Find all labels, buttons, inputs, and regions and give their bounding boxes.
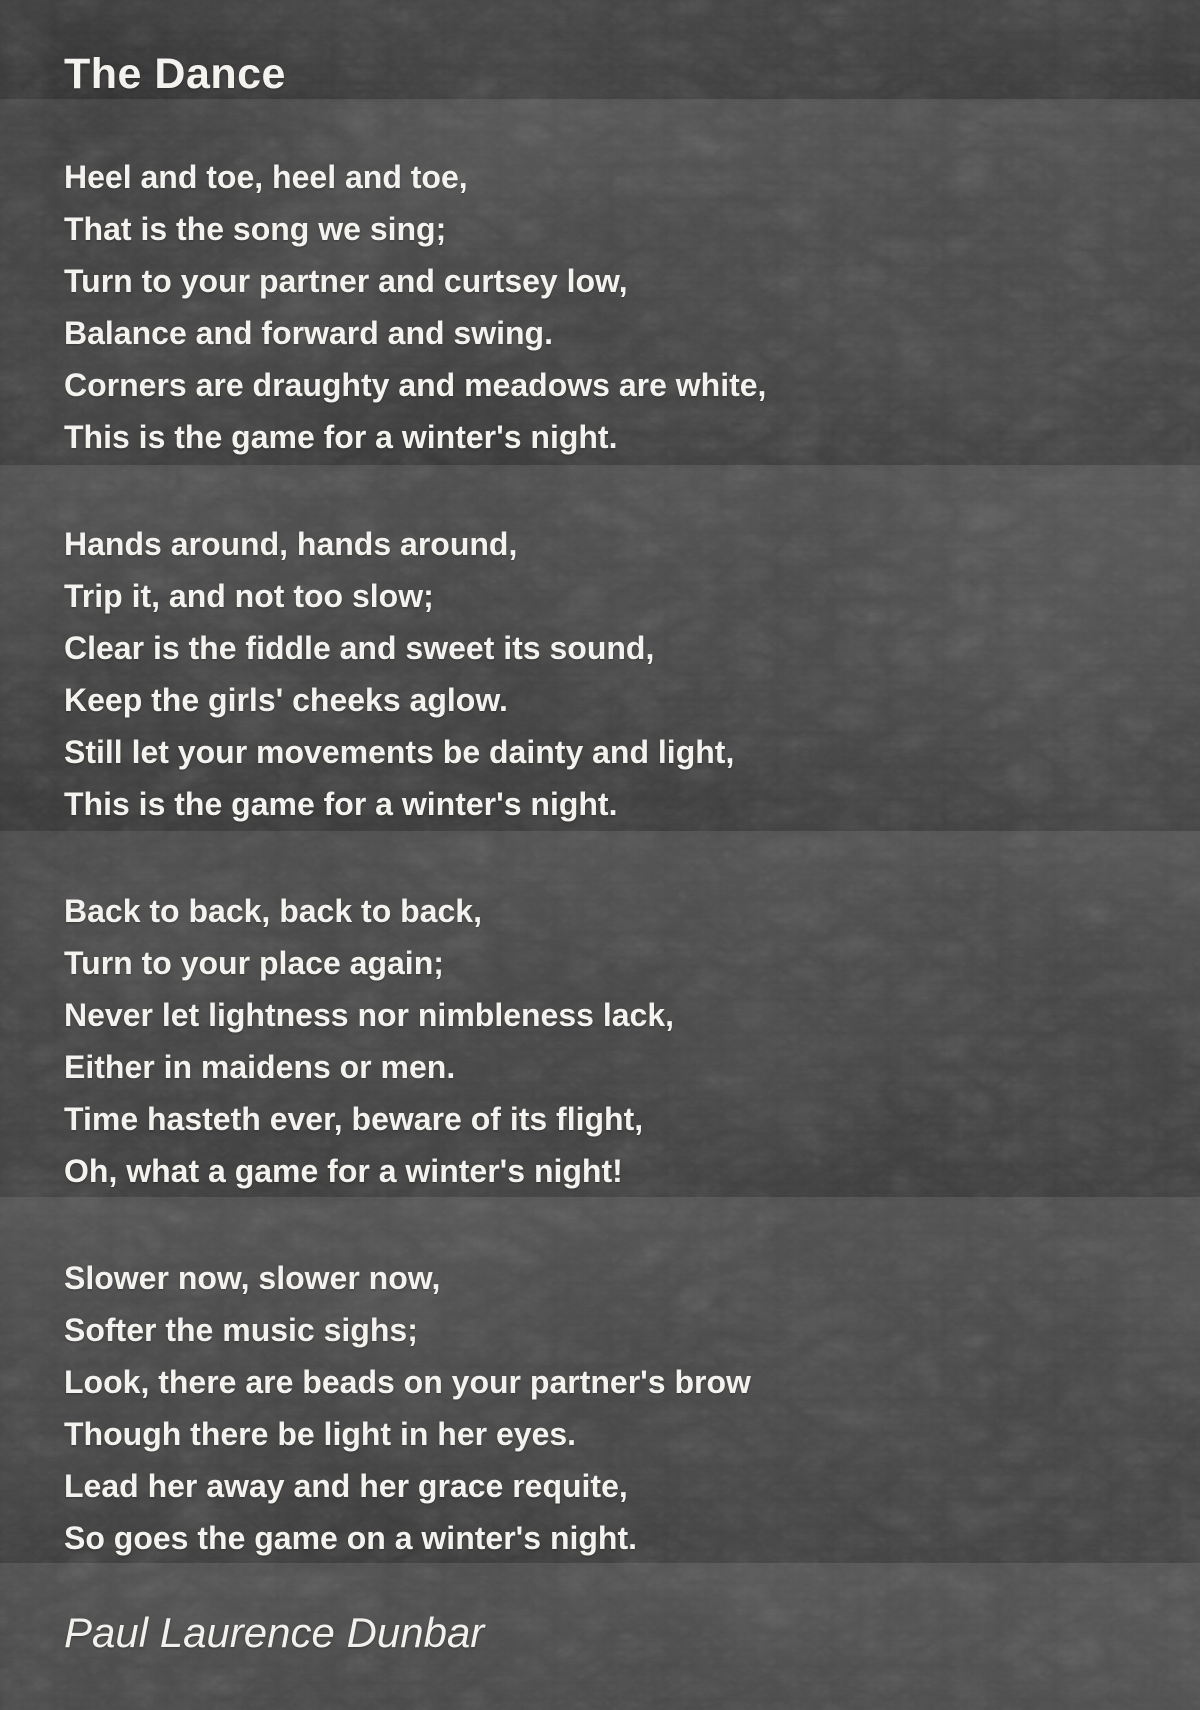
poem-line: Trip it, and not too slow; bbox=[64, 578, 434, 614]
poem-line: Heel and toe, heel and toe, bbox=[64, 159, 468, 195]
poem-line: Oh, what a game for a winter's night! bbox=[64, 1153, 623, 1189]
poem-line: This is the game for a winter's night. bbox=[64, 419, 618, 455]
poem-body bbox=[64, 151, 1160, 1564]
poem-line: Never let lightness nor nimbleness lack, bbox=[64, 997, 674, 1033]
poem-line: Time hasteth ever, beware of its flight, bbox=[64, 1101, 644, 1137]
poem-line: This is the game for a winter's night. bbox=[64, 786, 618, 822]
stanza bbox=[64, 1252, 1160, 1564]
poem-line: Turn to your place again; bbox=[64, 945, 444, 981]
poem-line: Clear is the fiddle and sweet its sound, bbox=[64, 630, 655, 666]
poem-line: Still let your movements be dainty and light, bbox=[64, 734, 735, 770]
poem-line: Softer the music sighs; bbox=[64, 1312, 418, 1348]
poem-line: Either in maidens or men. bbox=[64, 1049, 456, 1085]
poem-line: Back to back, back to back, bbox=[64, 893, 482, 929]
poem-line: Corners are draughty and meadows are white, bbox=[64, 367, 767, 403]
poem-line: Lead her away and her grace requite, bbox=[64, 1468, 628, 1504]
poem-line: Keep the girls' cheeks aglow. bbox=[64, 682, 508, 718]
poem-line: Look, there are beads on your partner's brow bbox=[64, 1364, 751, 1400]
poem-line: Though there be light in her eyes. bbox=[64, 1416, 577, 1452]
poem-line: Turn to your partner and curtsey low, bbox=[64, 263, 628, 299]
stanza bbox=[64, 885, 1160, 1197]
poem-line: So goes the game on a winter's night. bbox=[64, 1520, 638, 1556]
poem-line: That is the song we sing; bbox=[64, 211, 447, 247]
poem-line: Slower now, slower now, bbox=[64, 1260, 441, 1296]
poem-line: Hands around, hands around, bbox=[64, 526, 518, 562]
stanza bbox=[64, 151, 1160, 463]
poem-author: Paul Laurence Dunbar bbox=[64, 1609, 485, 1656]
poem-title: The Dance bbox=[64, 50, 286, 98]
poem-line: Balance and forward and swing. bbox=[64, 315, 553, 351]
stanza bbox=[64, 518, 1160, 830]
